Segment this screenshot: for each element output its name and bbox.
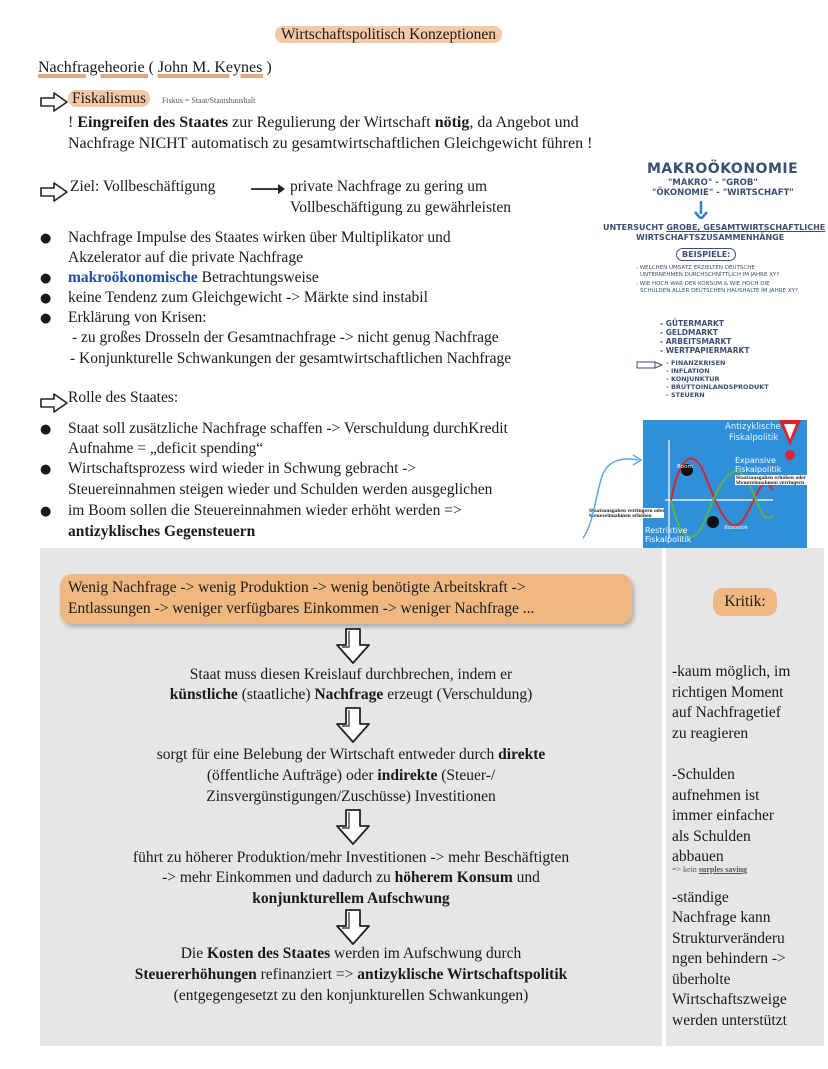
bullet: ● [40, 311, 52, 326]
kritik-item: zu reagieren [672, 725, 749, 742]
chart-note-right: Staatsausgaben erhöhen oder Steuereinnahmen verringern [736, 475, 807, 485]
kritik-item: überholte [672, 971, 731, 988]
makro-title: MAKROÖKONOMIE [647, 161, 799, 177]
fiskal-line-2: Nachfrage NICHT automatisch zu gesamtwirtschaftlichen Gleichgewicht führen ! [68, 135, 593, 152]
flow-step-3-line-3: konjunkturellem Aufschwung [252, 890, 450, 907]
rolle-heading: Rolle des Staates: [68, 389, 179, 406]
kritik-item: Wirtschaftszweige [672, 991, 787, 1008]
makro-topic: - STEUERN [666, 391, 705, 399]
kritik-note: => kein surples saving [672, 865, 748, 874]
kritik-item: -Schulden [672, 766, 735, 783]
flow-step-2-line-1: sorgt für eine Belebung der Wirtschaft entweder durch direkte [156, 746, 546, 763]
bullet: ● [40, 422, 52, 437]
chart-expansive-label: Fiskalpolitik [735, 465, 782, 474]
down-arrow-icon [336, 707, 370, 743]
bullet: ● [40, 504, 52, 519]
makro-market: - WERTPAPIERMARKT [660, 346, 750, 355]
makro-untersucht-2: WIRTSCHAFTSZUSAMMENHÄNGE [636, 233, 785, 242]
makro-untersucht: UNTERSUCHT GROBE, GESAMTWIRTSCHAFTLICHE [603, 223, 826, 232]
flow-step-4-line-2: Steuererhöhungen refinanziert => antizyklische Wirtschaftspolitik [134, 966, 568, 983]
right-arrow-icon [40, 393, 68, 413]
bullet: ● [40, 231, 52, 246]
right-arrow-icon [40, 92, 68, 112]
makro-topic: - INFLATION [666, 367, 710, 375]
kritik-item: richtigen Moment [672, 684, 784, 701]
bullet-text: keine Tendenz zum Gleichgewicht -> Märkte sind instabil [68, 289, 428, 306]
curved-arrow-icon [575, 452, 645, 542]
kritik-item: -ständige [672, 889, 729, 906]
bullet-text: Akzelerator auf die private Nachfrage [68, 249, 303, 266]
flow-step-1-line-1: Staat muss diesen Kreislauf durchbrechen, indem er [189, 666, 513, 683]
makro-example: - WIE HOCH WAR DER KONSUM & WIE HOCH DIE [636, 281, 770, 287]
ziel-line-1: private Nachfrage zu gering um [290, 178, 488, 195]
makro-example: SCHULDEN ALLER DEUTSCHEN HAUSHALTE IM JAHRE XY? [640, 288, 798, 294]
chart-title: Antizyklische [725, 422, 781, 432]
chart-restriktive-label: Restriktive [645, 526, 688, 535]
cycle-box: Wenig Nachfrage -> wenig Produktion -> wenig benötigte Arbeitskraft -> Entlassungen -> weniger verfügbares Einkommen -> weniger Nachfrage ... [60, 574, 632, 624]
bullet: ● [40, 291, 52, 306]
fiskalismus-heading: Fiskalismus Fiskus = Staat/Staatshaushalt [68, 89, 255, 111]
makro-market: - GÜTERMARKT [660, 319, 724, 328]
bullet-text: antizyklisches Gegensteuern [68, 523, 256, 540]
bullet: ● [40, 271, 52, 286]
long-arrow-icon [250, 183, 286, 195]
down-arrow-icon [336, 809, 370, 845]
makro-example: - WELCHEN UMSATZ ERZIELTEN DEUTSCHE [636, 265, 755, 271]
flow-step-4-line-1: Die Kosten des Staates werden im Aufschwung durch [180, 945, 522, 962]
down-arrow-icon [694, 201, 708, 219]
flow-step-1-line-2: künstliche (staatliche) Nachfrage erzeugt (Verschuldung) [169, 686, 533, 703]
bullet-text: Nachfrage Impulse des Staates wirken über Multiplikator und [68, 229, 451, 246]
chart-rezession-label: Rezession [724, 525, 748, 531]
right-arrow-icon [40, 182, 68, 202]
kritik-item: auf Nachfragetief [672, 704, 781, 721]
bullet-text: Erklärung von Krisen: [68, 309, 207, 326]
bullet-text: makroökonomische Betrachtungsweise [68, 269, 319, 286]
bullet-subtext: - zu großes Drosseln der Gesamtnachfrage -> nicht genug Nachfrage [72, 329, 499, 346]
kritik-item: Strukturveränderu [672, 930, 785, 947]
kritik-item: aufnehmen ist [672, 787, 760, 804]
down-arrow-icon [336, 909, 370, 945]
bullet-subtext: - Konjunkturelle Schwankungen der gesamtwirtschaftlichen Nachfrage [70, 350, 512, 367]
flow-step-3-line-2: -> mehr Einkommen und dadurch zu höherem Konsum und [162, 869, 540, 886]
page-title: Wirtschaftspolitisch Konzeptionen [275, 25, 502, 45]
chart-boom-label: Boom [677, 464, 693, 470]
chart-note-left: Staatsausgaben verringern oder Steuereinnahmen erhöhen [589, 508, 665, 518]
flow-step-3-line-1: führt zu höherer Produktion/mehr Investitionen -> mehr Beschäftigten [132, 849, 570, 866]
bullet-text: Aufnahme = „deficit spending“ [68, 440, 264, 457]
chart-restriktive-label: Fiskalpolitik [645, 535, 692, 544]
kritik-item: werden unterstützt [672, 1012, 787, 1029]
flow-step-2-line-3: Zinsvergünstigungen/Zuschüsse) Investitionen [206, 788, 496, 805]
fiskus-note: Fiskus = Staat/Staatshaushalt [161, 96, 256, 105]
kritik-item: -kaum möglich, im [672, 663, 791, 680]
bullet-text: im Boom sollen die Steuereinnahmen wieder erhöht werden => [68, 502, 462, 519]
kritik-item: als Schulden [672, 828, 751, 845]
warning-icon [777, 420, 803, 466]
bullet-text: Staat soll zusätzliche Nachfrage schaffen -> Verschuldung durchKredit [68, 420, 508, 437]
bullet-text: Steuereinnahmen steigen wieder und Schulden werden ausgeglichen [68, 481, 493, 498]
kritik-item: ngen behindern -> [672, 950, 786, 967]
bullet-text: Wirtschaftsprozess wird wieder in Schwung gebracht -> [68, 460, 417, 477]
makro-topic: - BRUTTOINLANDSPRODUKT [666, 383, 769, 391]
chart-expansive-label: Expansive [735, 456, 776, 465]
makro-beispiele: BEISPIELE: [676, 248, 736, 261]
bullet: ● [40, 462, 52, 477]
kritik-label: Kritik: [713, 588, 777, 616]
fiskal-line-1: ! Eingreifen des Staates zur Regulierung der Wirtschaft nötig, da Angebot und [68, 114, 579, 131]
kritik-item: abbauen [672, 848, 724, 865]
ziel-line-2: Vollbeschäftigung zu gewährleisten [290, 199, 511, 216]
makro-line: "MAKRO" - "GROB" [668, 178, 758, 188]
flow-step-4-line-3: (entgegengesetzt zu den konjunkturellen Schwankungen) [173, 987, 529, 1004]
subtitle: Nachfrageheorie ( John M. Keynes ) [38, 59, 272, 76]
chart-title: Fiskalpolitik [729, 433, 779, 443]
ziel-label: Ziel: Vollbeschäftigung [70, 178, 216, 195]
makro-market: - GELDMARKT [660, 328, 718, 337]
makro-topic: - KONJUNKTUR [666, 375, 720, 383]
kritik-item: Nachfrage kann [672, 909, 771, 926]
down-arrow-icon [336, 628, 370, 664]
makro-example: UNTERNEHMEN DURCHSCHNITTLICH IM JAHRE XY? [640, 272, 780, 278]
makro-line: "ÖKONOMIE" - "WIRTSCHAFT" [652, 188, 794, 198]
makro-market: - ARBEITSMARKT [660, 337, 732, 346]
fiskalpolitik-diagram [643, 420, 807, 548]
makro-topic: - FINANZKRISEN [666, 359, 726, 367]
kritik-item: immer einfacher [672, 807, 774, 824]
flow-step-2-line-2: (öffentliche Aufträge) oder indirekte (Steuer-/ [206, 767, 496, 784]
pen-icon [636, 359, 664, 371]
